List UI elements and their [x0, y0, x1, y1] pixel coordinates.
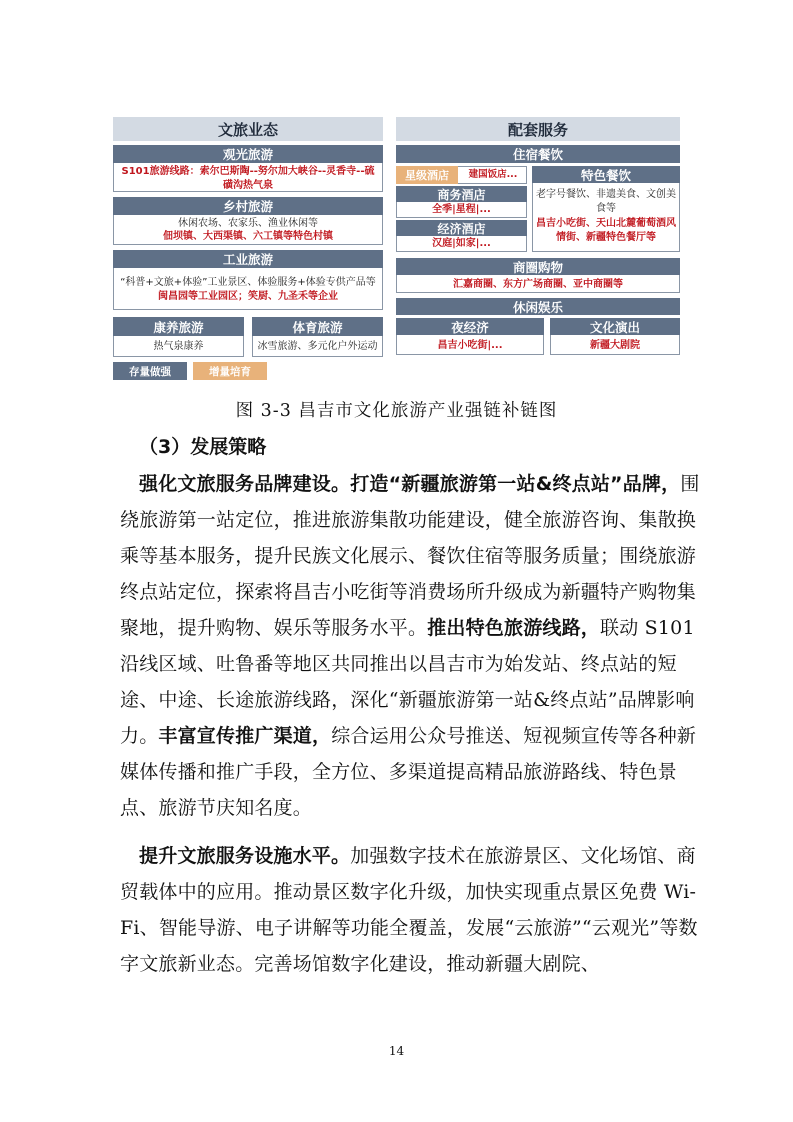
business-hotel-title: 商务酒店: [396, 186, 527, 202]
industrial-text: “科普+文旅+体验”工业景区、体验服务+体验专供产品等: [120, 277, 376, 288]
star-hotel-title: 星级酒店: [396, 166, 458, 184]
leisure-title: 休闲娱乐: [396, 298, 680, 315]
performance-title: 文化演出: [550, 318, 680, 335]
shopping-text: 汇嘉商圈、东方广场商圈、亚中商圈等: [453, 279, 623, 290]
p2-text: 加强数字技术在旅游景区、文化场馆、商贸载体中的应用。推动景区数字化升级，加快实现重点景区免费 Wi-Fi、智能导游、电子讲解等功能全覆盖，发展“云旅游”“云观光”等数字文旅新业态。完善场馆数字化建设，推动新疆大剧院、: [120, 845, 698, 975]
legend-stock: 存量做强: [113, 362, 187, 380]
figure-caption: 图 3-3 昌吉市文化旅游产业强链补链图: [235, 401, 558, 421]
wellness-title: 康养旅游: [113, 317, 244, 336]
p1-text-1: 围绕旅游第一站定位，推进旅游集散功能建设，健全旅游咨询、集散换乘等基本服务，提升民族文化展示、餐饮住宿等服务质量；围绕旅游终点站定位，探索将昌吉小吃街等消费场所升级成为新疆特产购物集聚地，提升购物、娱乐等服务水平。: [120, 473, 700, 639]
specialty-dining-title: 特色餐饮: [532, 166, 680, 183]
p2-bold: 提升文旅服务设施水平。: [139, 845, 351, 867]
specialty-dining-places: 昌吉小吃街、天山北麓葡萄酒风情街、新疆特色餐厅等: [536, 218, 676, 243]
wellness-text: 热气泉康养: [153, 341, 204, 352]
industry-chain-diagram: [0, 0, 793, 385]
rural-title: 乡村旅游: [113, 197, 383, 215]
p1-bold-3: 丰富宣传推广渠道，: [158, 725, 332, 747]
sightseeing-title: 观光旅游: [113, 145, 383, 163]
sports-title: 体育旅游: [252, 317, 383, 336]
p1-text-3: 综合运用公众号推送、短视频宣传等各种新媒体传播和推广手段，全方位、多渠道提高精品旅游路线、特色景点、旅游节庆知名度。: [120, 725, 697, 819]
rural-text: 休闲农场、农家乐、渔业休闲等: [178, 218, 318, 229]
lodging-dining-title: 住宿餐饮: [396, 145, 680, 163]
performance-text: 新疆大剧院: [590, 340, 640, 351]
star-hotel-text: 建国饭店...: [468, 169, 518, 180]
sightseeing-route: S101旅游线路：索尔巴斯陶--努尔加大峡谷--灵香寺--硫磺沟热气泉: [121, 166, 375, 191]
industrial-title: 工业旅游: [113, 250, 383, 268]
rural-towns: 佃坝镇、大西渠镇、六工镇等特色村镇: [163, 231, 333, 242]
p1-bold-1: 强化文旅服务品牌建设。打造“新疆旅游第一站&终点站”品牌，: [139, 473, 681, 495]
business-hotel-text: 全季|星程|...: [432, 204, 491, 215]
section-heading: （3）发展策略: [139, 436, 267, 458]
sports-text: 冰雪旅游、多元化户外运动: [257, 341, 378, 352]
industrial-parks: 闽昌园等工业园区；笑厨、九圣禾等企业: [158, 291, 338, 302]
shopping-title: 商圈购物: [396, 258, 680, 275]
budget-hotel-title: 经济酒店: [396, 220, 527, 236]
paragraph-2: [120, 838, 714, 982]
paragraph-1: [120, 466, 714, 826]
left-header: 文旅业态: [113, 117, 383, 141]
legend-increment: 增量培育: [193, 362, 267, 380]
page-number: 14: [388, 1044, 405, 1058]
budget-hotel-text: 汉庭|如家|...: [432, 238, 491, 249]
night-economy-text: 昌吉小吃街|...: [437, 340, 503, 351]
night-economy-title: 夜经济: [396, 318, 544, 335]
right-header: 配套服务: [396, 117, 680, 141]
p1-bold-2: 推出特色旅游线路，: [427, 617, 601, 639]
p1-text-2: 联动 S101 沿线区域、吐鲁番等地区共同推出以昌吉市为始发站、终点站的短途、中途、长途旅游线路，深化“新疆旅游第一站&终点站”品牌影响力。: [120, 617, 695, 747]
specialty-dining-text: 老字号餐饮、非遗美食、文创美食等: [536, 189, 676, 214]
